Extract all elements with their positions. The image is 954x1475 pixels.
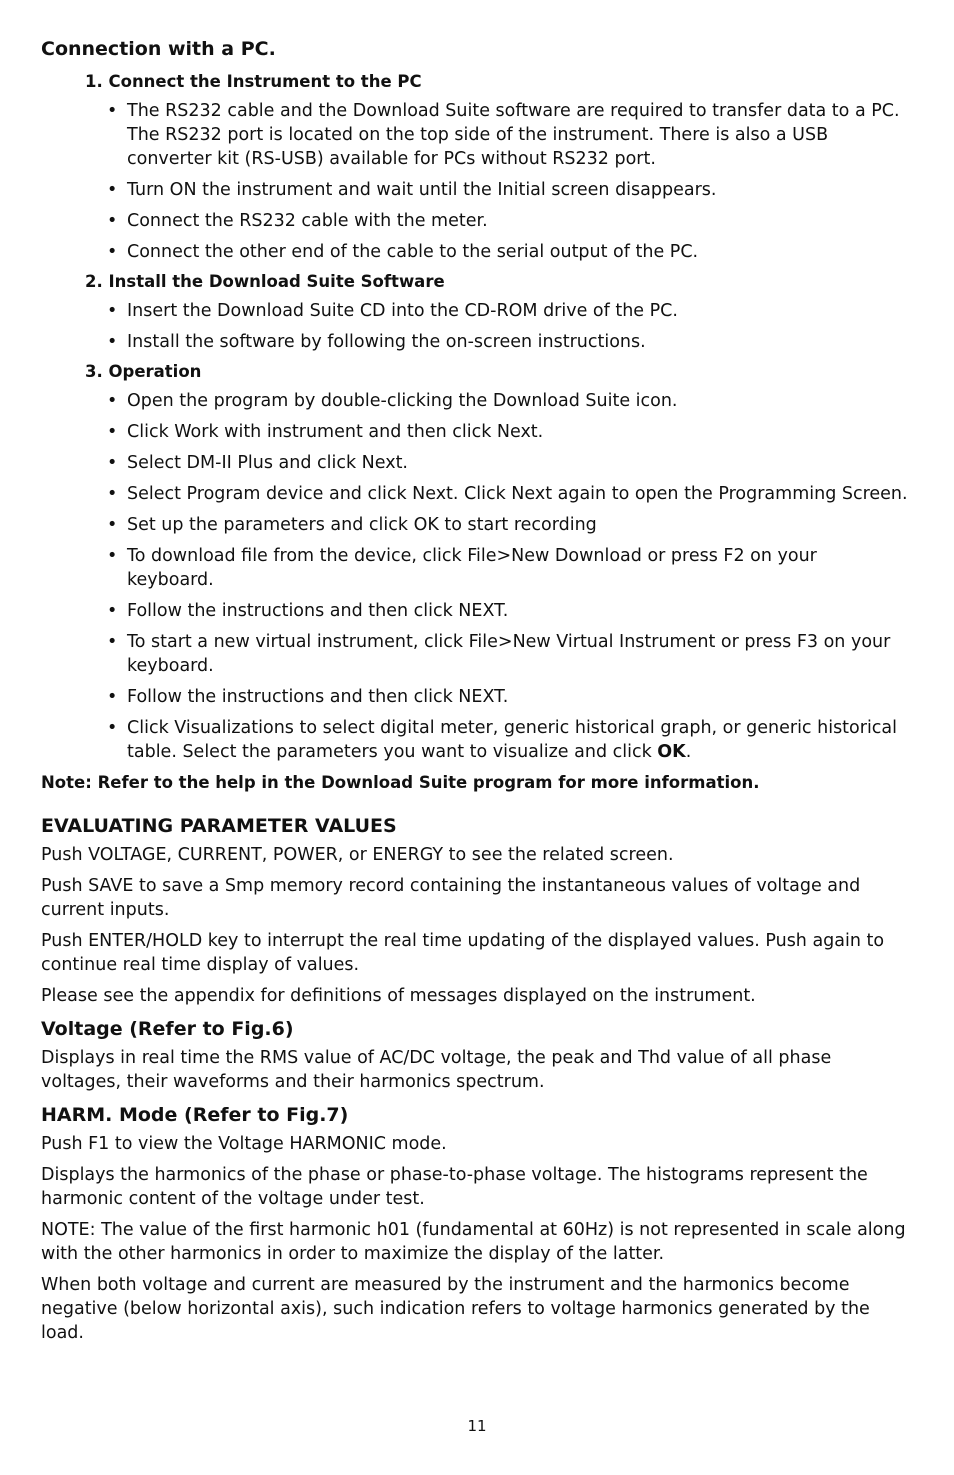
section-title-harm-mode: HARM. Mode (Refer to Fig.7)	[41, 1104, 349, 1126]
paragraph: Push VOLTAGE, CURRENT, POWER, or ENERGY to see the related screen.	[41, 845, 674, 865]
step-heading-2: 2. Install the Download Suite Software	[85, 272, 445, 291]
list-item: • Connect the other end of the cable to the serial output of the PC.	[107, 242, 699, 262]
list-item: • Select Program device and click Next. Click Next again to open the Programming Screen.	[107, 484, 908, 504]
paragraph: Please see the appendix for definitions of messages displayed on the instrument.	[41, 986, 756, 1006]
paragraph: Push SAVE to save a Smp memory record containing the instantaneous values of voltage and current inputs.	[41, 876, 861, 920]
bullet-icon: •	[107, 484, 118, 504]
paragraph: Displays the harmonics of the phase or phase-to-phase voltage. The histograms represent the harmonic content of the voltage under test.	[41, 1165, 868, 1209]
bullet-icon: •	[107, 546, 118, 566]
bullet-icon: •	[107, 211, 118, 231]
list-item: • Install the software by following the on-screen instructions.	[107, 332, 646, 352]
bullet-icon: •	[107, 332, 118, 352]
list-item: • Connect the RS232 cable with the meter.	[107, 211, 488, 231]
bullet-icon: •	[107, 515, 118, 535]
section-title-voltage: Voltage (Refer to Fig.6)	[41, 1018, 294, 1040]
bullet-icon: •	[107, 422, 118, 442]
paragraph: Push F1 to view the Voltage HARMONIC mode.	[41, 1134, 447, 1154]
section-title-connection: Connection with a PC.	[41, 38, 276, 60]
step-2-list	[41, 299, 909, 354]
bullet-icon: •	[107, 453, 118, 473]
step-heading-3: 3. Operation	[85, 362, 202, 381]
step-1-list	[41, 99, 909, 264]
list-item: • Insert the Download Suite CD into the CD-ROM drive of the PC.	[107, 301, 678, 321]
page-number: 11	[467, 1417, 487, 1435]
bullet-icon: •	[107, 180, 118, 200]
note-text: Note: Refer to the help in the Download Suite program for more information.	[41, 773, 760, 792]
document-page	[41, 36, 909, 1352]
bullet-icon: •	[107, 242, 118, 262]
step-heading-1: 1. Connect the Instrument to the PC	[85, 72, 422, 91]
list-item: • Set up the parameters and click OK to start recording	[107, 515, 597, 535]
bullet-icon: •	[107, 718, 118, 738]
bullet-icon: •	[107, 301, 118, 321]
paragraph: When both voltage and current are measured by the instrument and the harmonics become negative (below horizontal axis), such indication refers to voltage harmonics generated by the load.	[41, 1275, 870, 1343]
bullet-icon: •	[107, 632, 118, 652]
list-item: • Select DM-II Plus and click Next.	[107, 453, 408, 473]
list-item: • To start a new virtual instrument, click File>New Virtual Instrument or press F3 on your keyboard.	[107, 632, 891, 676]
section-title-evaluating: EVALUATING PARAMETER VALUES	[41, 815, 397, 837]
list-item: • Open the program by double-clicking the Download Suite icon.	[107, 391, 678, 411]
list-item: • Follow the instructions and then click NEXT.	[107, 601, 509, 621]
step-3-list	[41, 389, 909, 764]
list-item: • Click Visualizations to select digital meter, generic historical graph, or generic historical table. Select the parameters you want to visualize and click OK.	[107, 718, 898, 762]
bullet-icon: •	[107, 687, 118, 707]
list-item: • Click Work with instrument and then click Next.	[107, 422, 544, 442]
list-item: • The RS232 cable and the Download Suite software are required to transfer data to a PC. The RS232 port is located on the top side of the instrument. There is also a USB converter kit (RS-USB) available for PCs without RS232 port.	[107, 101, 900, 169]
paragraph: Push ENTER/HOLD key to interrupt the real time updating of the displayed values. Push again to continue real time display of values.	[41, 931, 885, 975]
bullet-icon: •	[107, 391, 118, 411]
list-item: • To download file from the device, click File>New Download or press F2 on your keyboard.	[107, 546, 817, 590]
list-item: • Follow the instructions and then click NEXT.	[107, 687, 509, 707]
paragraph: NOTE: The value of the first harmonic h01 (fundamental at 60Hz) is not represented in scale along with the other harmonics in order to maximize the display of the latter.	[41, 1220, 906, 1264]
paragraph: Displays in real time the RMS value of AC/DC voltage, the peak and Thd value of all phase voltages, their waveforms and their harmonics spectrum.	[41, 1048, 832, 1092]
bullet-icon: •	[107, 601, 118, 621]
list-item: • Turn ON the instrument and wait until the Initial screen disappears.	[107, 180, 717, 200]
bullet-icon: •	[107, 101, 118, 121]
